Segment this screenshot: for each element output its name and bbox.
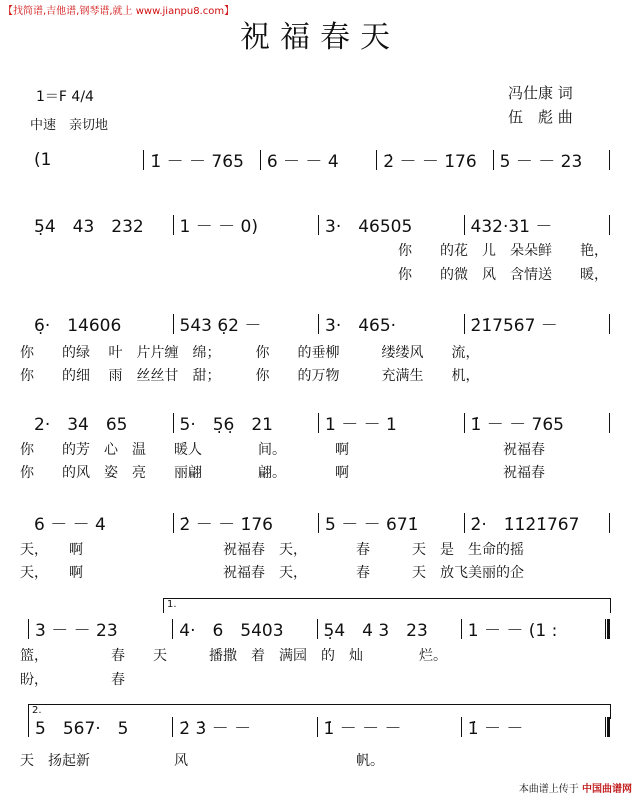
- measure: 5̣4 43 232: [34, 217, 144, 237]
- footer-site-logo: 中国曲谱网: [582, 784, 632, 795]
- measure: 3 － － 23: [35, 621, 118, 641]
- measure: 5 － － 671̇: [325, 515, 419, 535]
- barline: [605, 619, 610, 639]
- measure: (1: [34, 149, 52, 170]
- measure: 1 － － 0): [179, 217, 258, 237]
- staff-line: [28, 510, 610, 535]
- key-signature: 1＝F 4/4: [36, 89, 94, 105]
- staff-line: [28, 410, 610, 435]
- tempo-marking: 中速 亲切地: [30, 118, 109, 133]
- measure: 1 － － 1: [325, 415, 397, 435]
- measure: 1 － － (1 :: [467, 621, 558, 641]
- measure: 543 6̣2 －: [179, 316, 262, 336]
- measure: 4· 6 5403: [179, 621, 284, 641]
- lyric-line: 你 的绿 叶 片片缠 绵； 你 的垂柳 缕缕风 流，: [20, 345, 480, 361]
- measure: 3· 46505: [325, 217, 413, 237]
- lyric-line: 天 扬起新 风 帆。: [20, 753, 384, 769]
- lyric-line: 盼， 春: [20, 672, 125, 688]
- measure: 1̇ － －: [467, 719, 524, 739]
- volta-bracket: 1.: [163, 598, 611, 613]
- barline: [609, 215, 610, 235]
- footer-text: 本曲谱上传于: [518, 784, 579, 795]
- composer-credit: 伍 彪 曲: [508, 108, 573, 126]
- measure: 1̇ － － 765: [470, 415, 564, 435]
- measure: 2· 34 65: [34, 415, 128, 435]
- lyric-line: 你 的花 儿 朵朵鲜 艳，: [20, 243, 608, 259]
- lyricist-credit: 冯仕康 词: [508, 84, 573, 102]
- barline: [609, 314, 610, 334]
- volta-bracket: 2.: [28, 704, 611, 719]
- lyric-line: 你 的芳 心 温 暖人 间。 啊 祝福春: [20, 442, 545, 458]
- measure: 5· 5̣6̣ 21: [179, 415, 273, 435]
- measure: 2̇ 3̇ － －: [179, 719, 252, 739]
- barline: [605, 717, 610, 737]
- staff-line: [28, 212, 610, 237]
- lyric-line: 你 的微 风 含情送 暖，: [20, 267, 608, 283]
- measure: 6 － － 4: [34, 515, 106, 535]
- measure: 1̇ － － 765: [150, 152, 244, 172]
- lyric-line: 篮， 春 天 播撒 着 满园 的 灿 烂。: [20, 648, 447, 664]
- lyric-line: 你 的风 姿 亮 丽翩 翩。 啊 祝福春: [20, 465, 545, 481]
- measure: 2̇1̇7567 －: [470, 316, 558, 336]
- measure: 1̇ － － －: [323, 719, 402, 739]
- staff-line: [28, 616, 610, 641]
- lyric-line: 天， 啊 祝福春 天， 春 天 是 生命的摇: [20, 542, 524, 558]
- barline: [609, 150, 610, 170]
- measure: 2̇ － － 1̇76: [179, 515, 273, 535]
- measure: 432·31 －: [470, 217, 553, 237]
- barline: [609, 413, 610, 433]
- measure: 3· 465·: [325, 316, 397, 336]
- measure: 6 － － 4: [266, 152, 339, 172]
- measure: 5 － － 23: [499, 152, 583, 172]
- measure: 2̇ － － 1̇76: [383, 152, 477, 172]
- barline: [609, 513, 610, 533]
- lyric-line: 天， 啊 祝福春 天， 春 天 放飞美丽的企: [20, 565, 524, 581]
- lyric-line: 你 的细 雨 丝丝甘 甜； 你 的万物 充满生 机，: [20, 368, 480, 384]
- song-title: 祝福春天: [240, 20, 400, 55]
- footer: [519, 780, 632, 795]
- measure: 2̇· 1̇1̇2̇1̇767: [470, 515, 580, 535]
- measure: 5 567· 5: [35, 719, 129, 739]
- staff-line: [28, 311, 610, 336]
- measure: 6̣· 14606: [34, 316, 122, 336]
- watermark-link[interactable]: 【找简谱,吉他谱,钢琴谱,就上 www.jianpu8.com】: [3, 6, 235, 17]
- staff-line: [28, 147, 610, 172]
- measure: 5̣4 4 3 23: [323, 621, 428, 641]
